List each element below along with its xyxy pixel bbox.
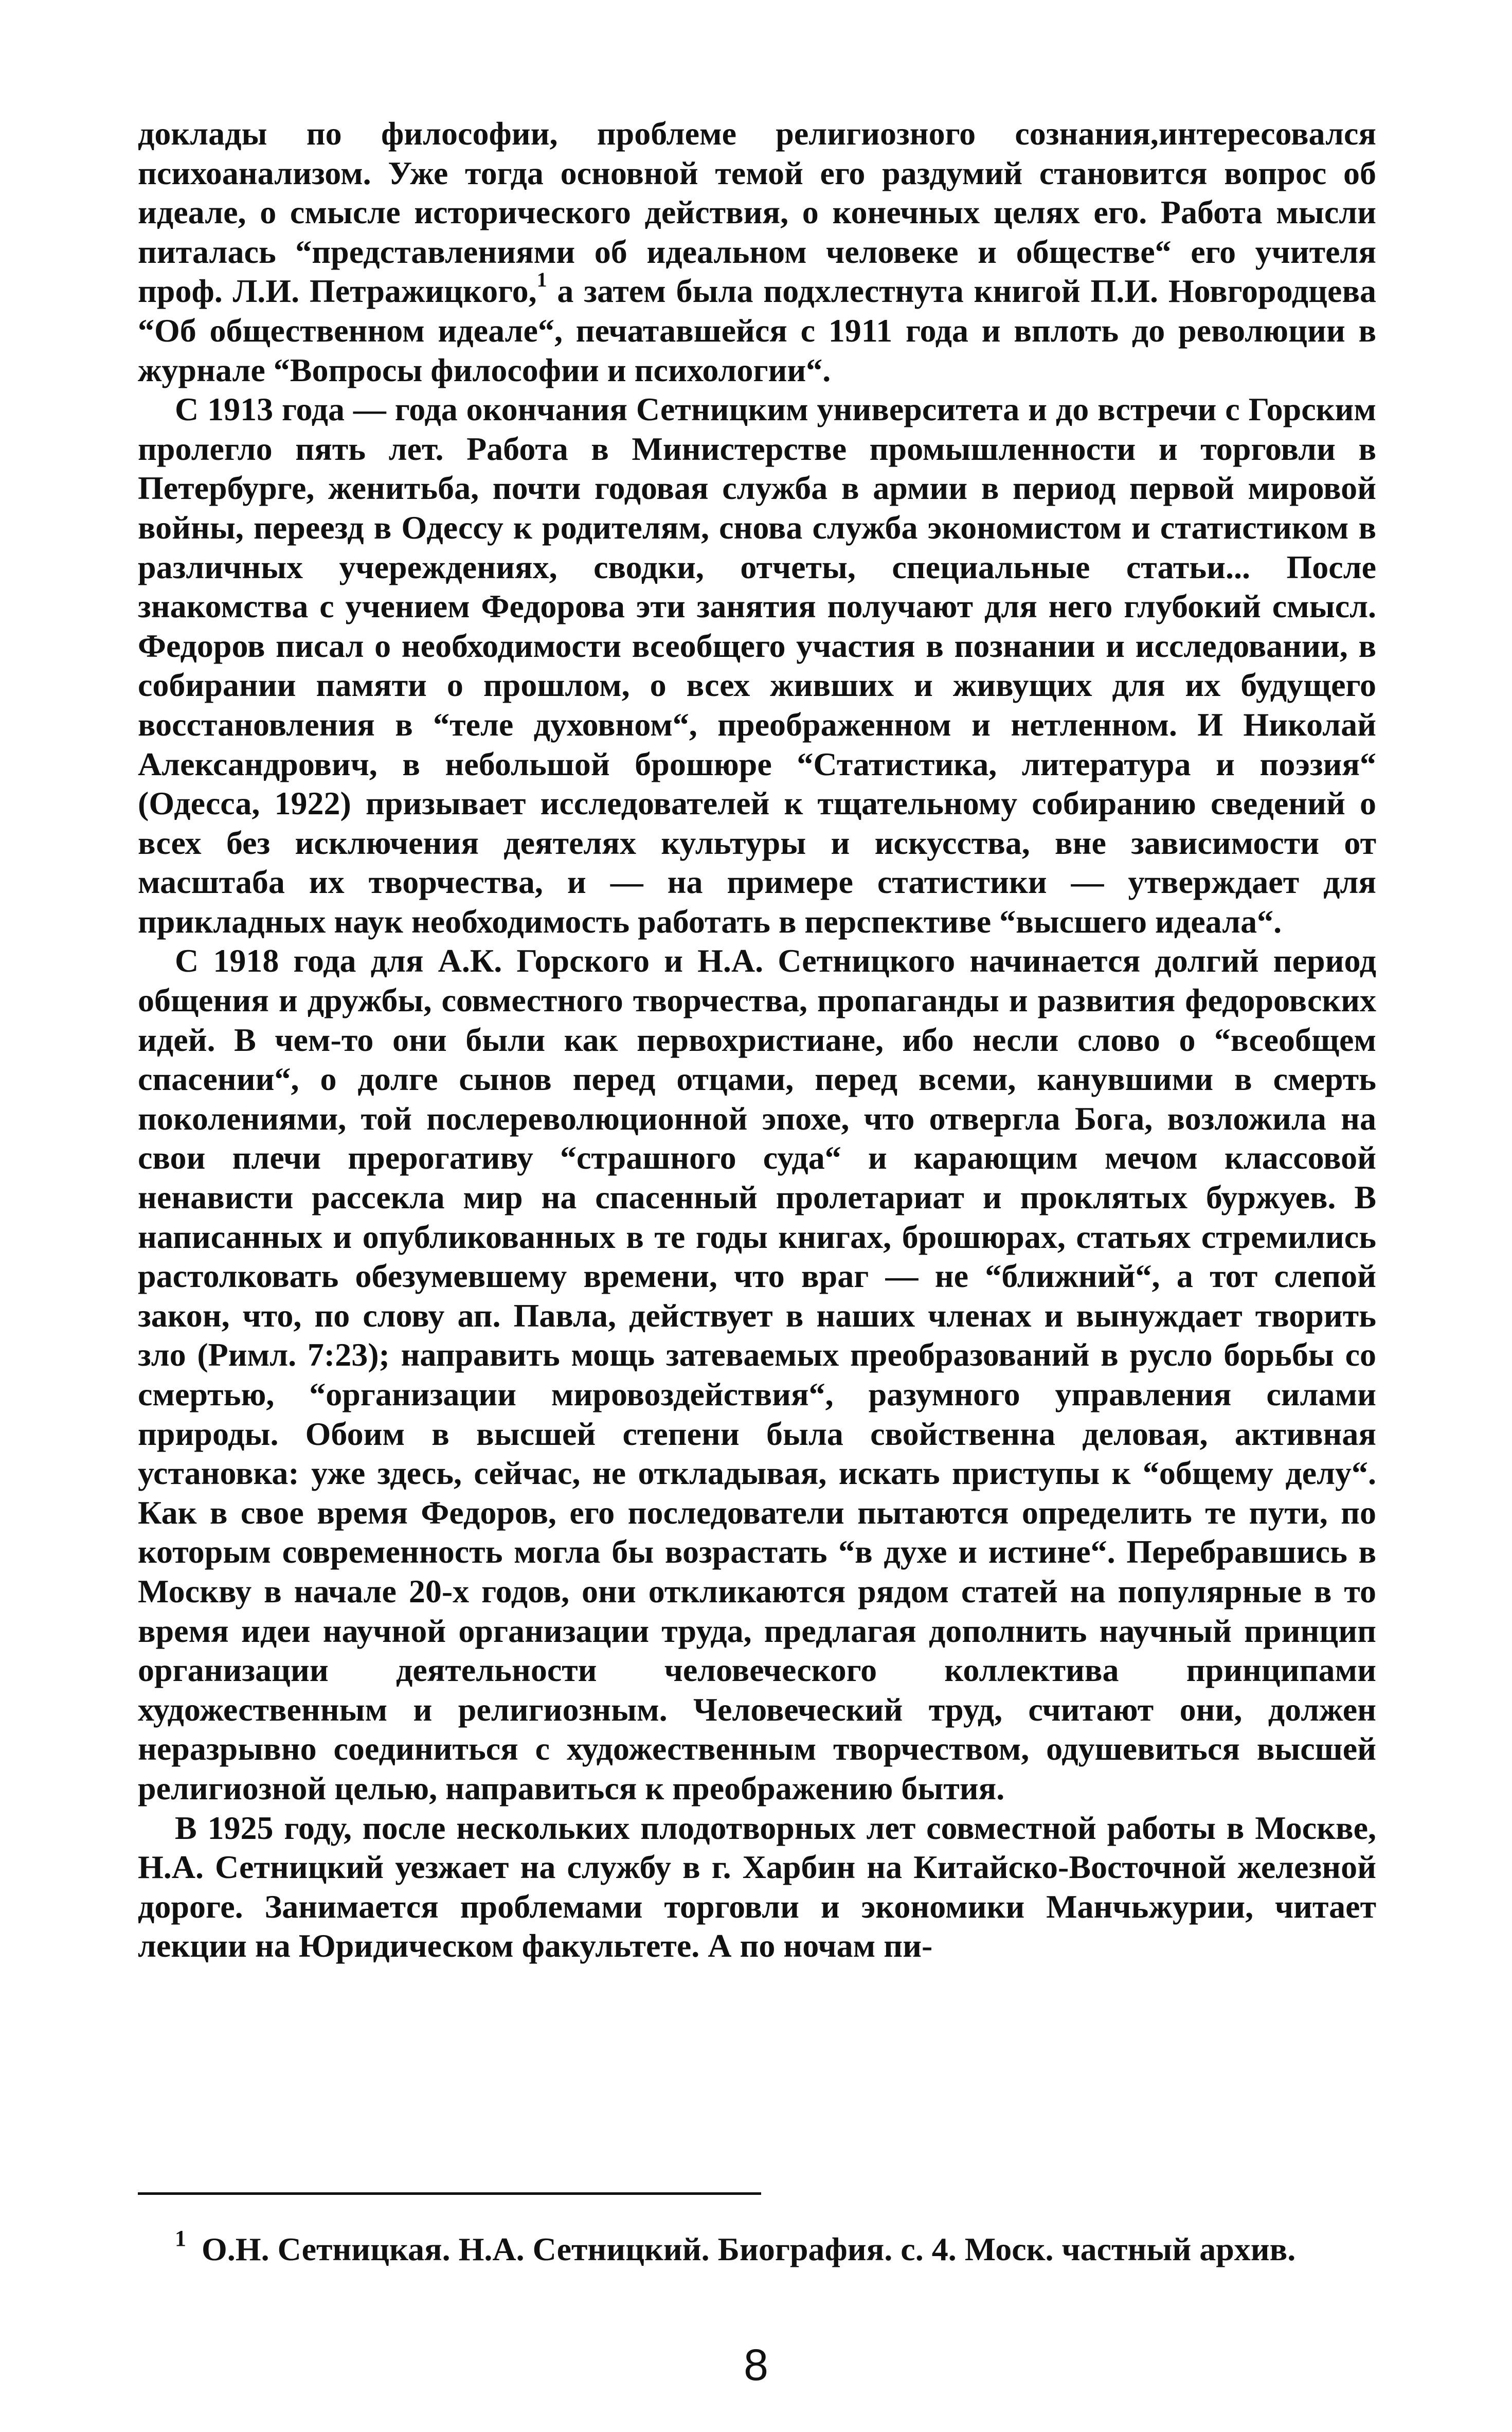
footnote: [138, 2218, 1376, 2270]
paragraph-1-text-a: доклады по философии, проблеме религиозного сознания,интересовался психоанализом. Уже тогда основной темой его раздумий становится вопрос об идеале, о смысле исторического действия, о конечных целях его. Работа мысли питалась “представлениями об идеальном человеке и обществе“ его учителя проф. Л.И. Петражицкого,: [138, 115, 1376, 310]
footnote-text: О.Н. Сетницкая. Н.А. Сетницкий. Биография. с. 4. Моск. частный архив.: [202, 2231, 1296, 2267]
footnote-separator: [138, 2192, 761, 2195]
page-number: 8: [744, 2340, 768, 2390]
paragraph-2: С 1913 года — года окончания Сетницким университета и до встречи с Горским пролегло пять лет. Работа в Министерстве промышленности и торговли в Петербурге, женитьба, почти годовая служба в армии в период первой мировой войны, переезд в Одессу к родителям, снова служба экономистом и статистиком в различных учереждениях, сводки, отчеты, специальные статьи... После знакомства с учением Федорова эти занятия получают для него глубокий смысл. Федоров писал о необходимости всеобщего участия в познании и исследовании, в собирании памяти о прошлом, о всех живших и живущих для их будущего восстановления в “теле духовном“, преображенном и нетленном. И Николай Александрович, в небольшой брошюре “Статистика, литература и поэзия“ (Одесса, 1922) призывает исследователей к тщательному собиранию сведений о всех без исключения деятелях культуры и искусства, вне зависимости от масштаба их творчества, и — на примере статистики — утверждает для прикладных наук необходимость работать в перспективе “высшего идеала“.: [138, 391, 1376, 940]
footnote-reference: 1: [536, 268, 547, 292]
paragraph-1: [138, 114, 1376, 390]
paragraph-1-text-b: а затем была подхлестнута книгой П.И. Новгородцева “Об общественном идеале“, печатавшейся с 1911 года и вплоть до революции в журнале “Вопросы философии и психологии“.: [138, 273, 1376, 388]
footnote-mark: 1: [175, 2226, 186, 2251]
paragraph-4: В 1925 году, после нескольких плодотворных лет совместной работы в Москве, Н.А. Сетницкий уезжает на службу в г. Харбин на Китайско-Восточной железной дороге. Занимается проблемами торговли и экономики Манчьжурии, читает лекции на Юридическом факультете. А по ночам пи-: [138, 1809, 1376, 1964]
paragraph-3: С 1918 года для А.К. Горского и Н.А. Сетницкого начинается долгий период общения и дружбы, совместного творчества, пропаганды и развития федоровских идей. В чем-то они были как первохристиане, ибо несли слово о “всеобщем спасении“, о долге сынов перед отцами, перед всеми, канувшими в смерть поколениями, той послереволюционной эпохе, что отвергла Бога, возложила на свои плечи прерогативу “страшного суда“ и карающим мечом классовой ненависти рассекла мир на спасенный пролетариат и проклятых буржуев. В написанных и опубликованных в те годы книгах, брошюрах, статьях стремились растолковать обезумевшему времени, что враг — не “ближний“, а тот слепой закон, что, по слову ап. Павла, действует в наших членах и вынуждает творить зло (Римл. 7:23); направить мощь затеваемых преобразований в русло борьбы со смертью, “организации мировоздействия“, разумного управления силами природы. Обоим в высшей степени была свойственна деловая, активная установка: уже здесь, сейчас, не откладывая, искать приступы к “общему делу“. Как в свое время Федоров, его последователи пытаются определить те пути, по которым современность могла бы возрастать “в духе и истине“. Перебравшись в Москву в начале 20-х годов, они откликаются рядом статей на популярные в то время идеи научной организации труда, предлагая дополнить научный принцип организации деятельности человеческого коллектива принципами художественным и религиозным. Человеческий труд, считают они, должен неразрывно соединиться с художественным творчеством, одушевиться высшей религиозной целью, направиться к преображению бытия.: [138, 942, 1376, 1807]
page-body: [138, 114, 1376, 1966]
